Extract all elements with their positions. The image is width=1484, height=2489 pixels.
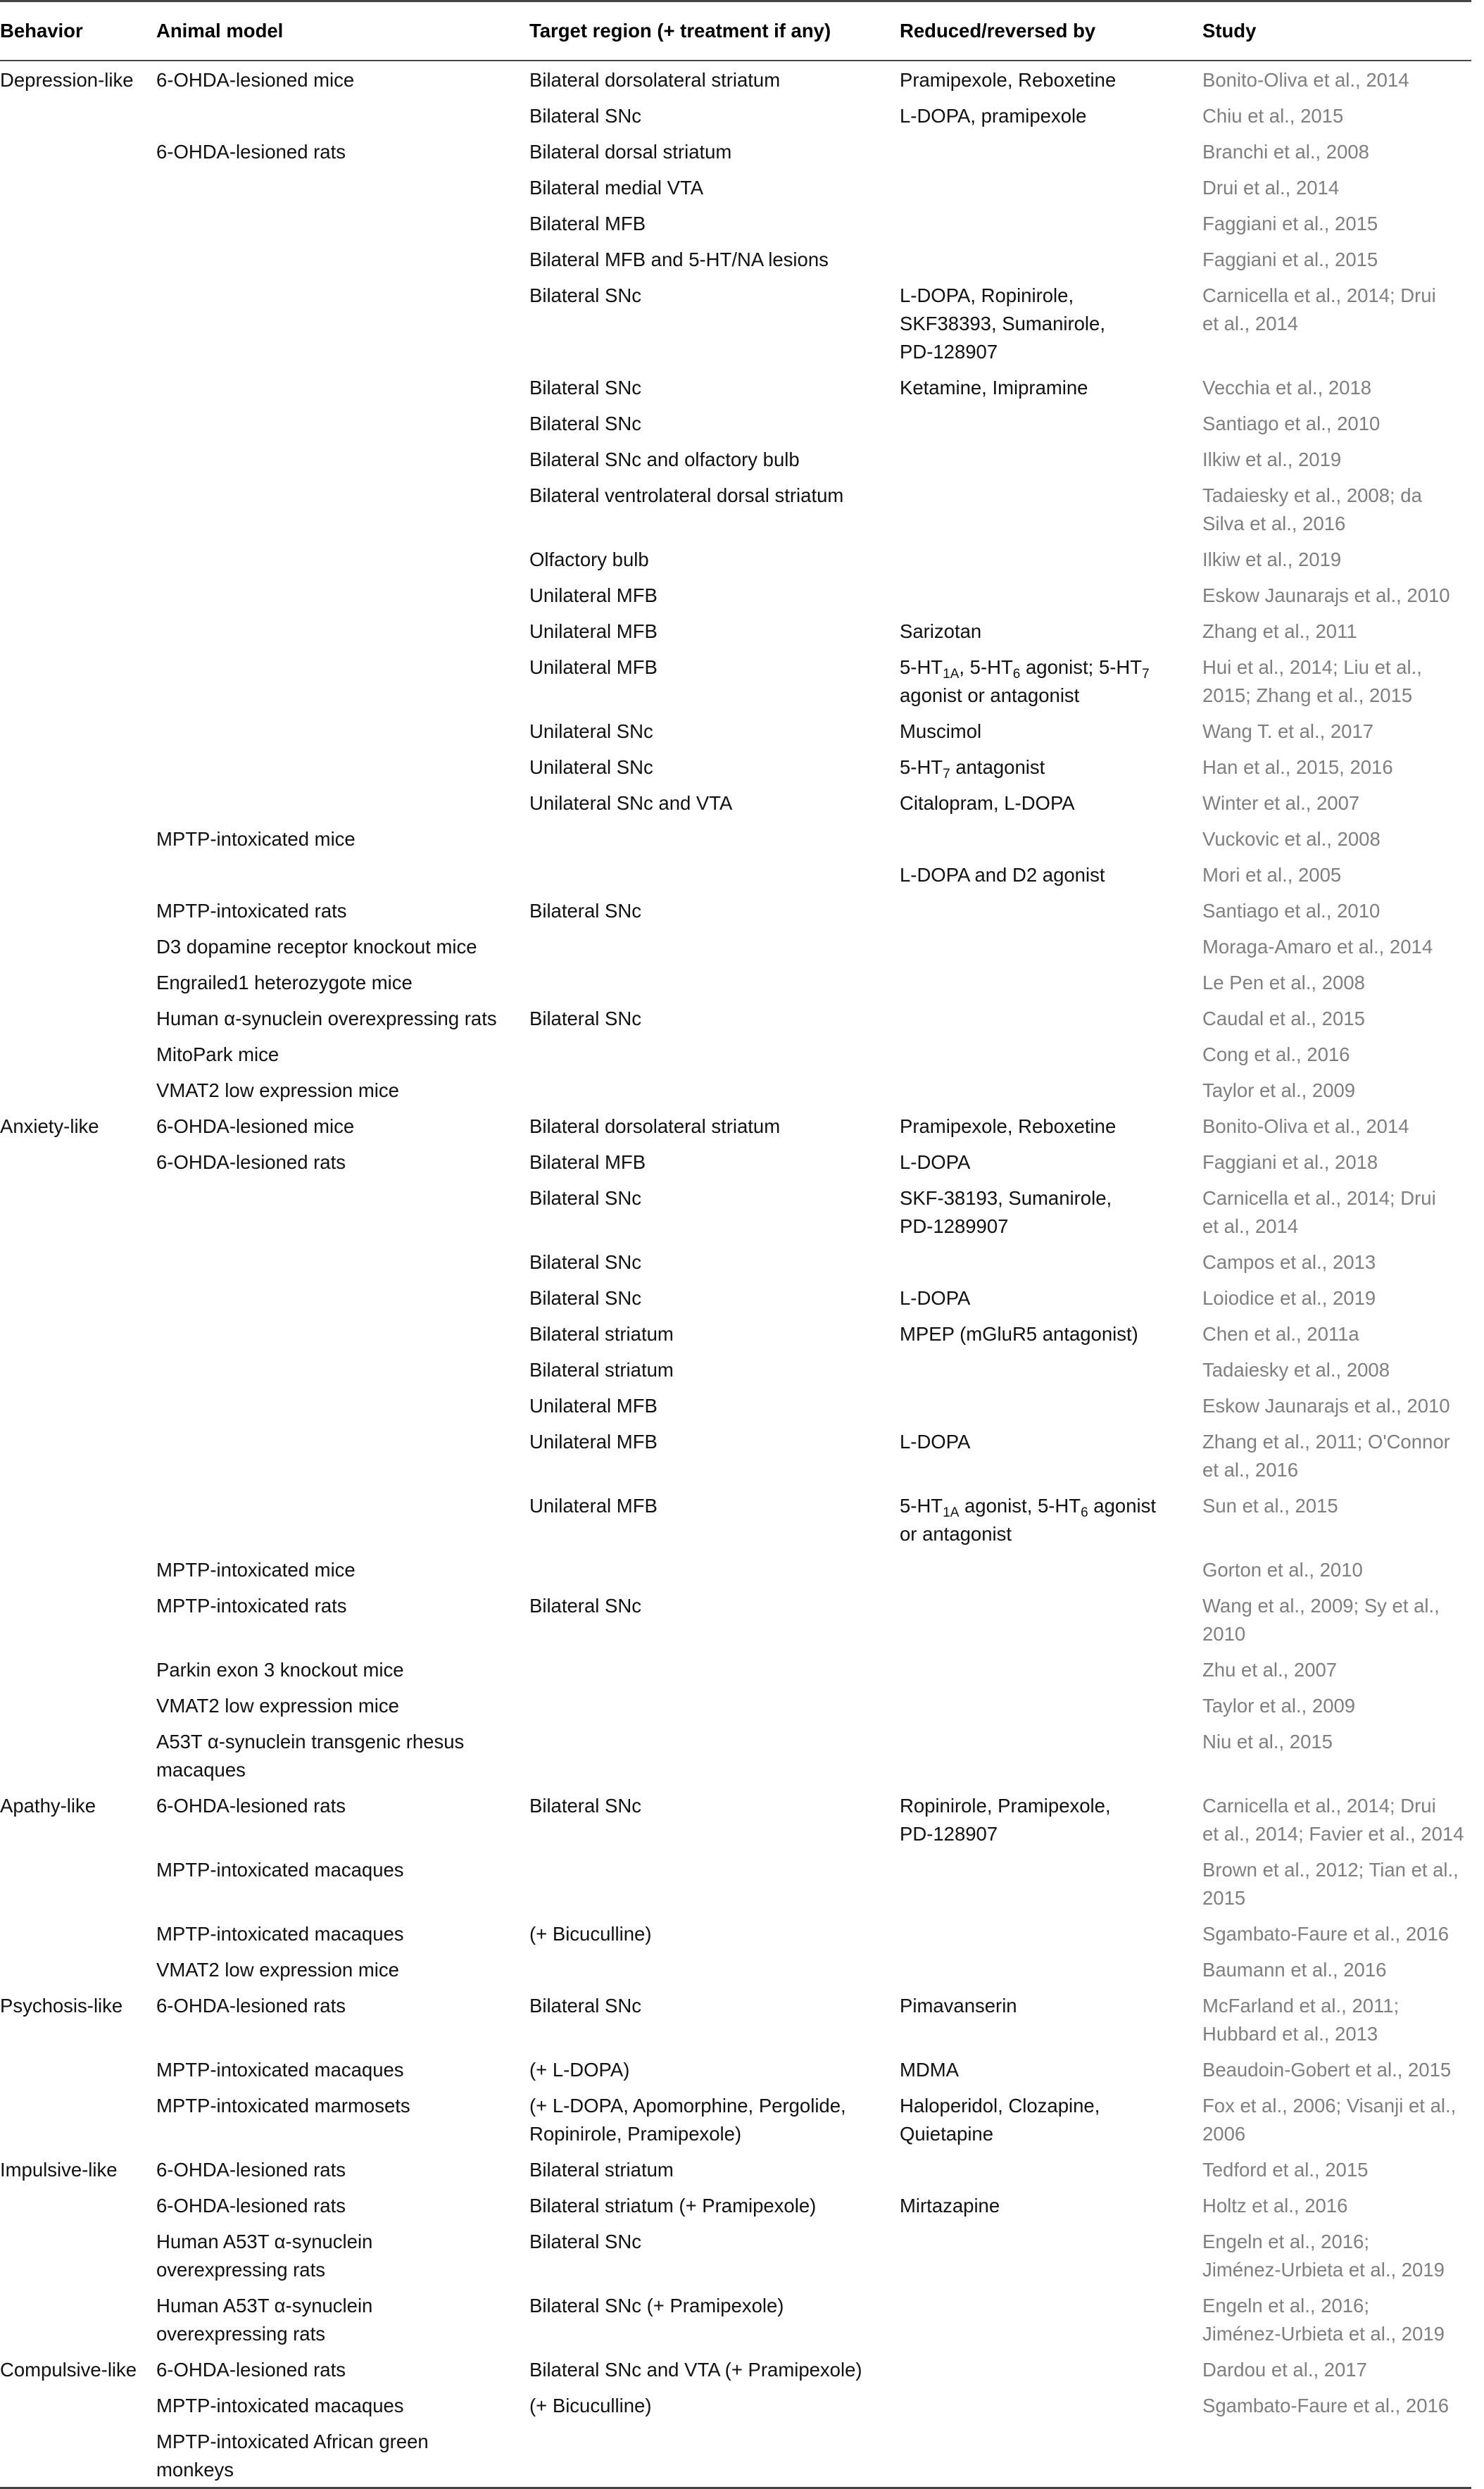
animal-model-cell: VMAT2 low expression mice: [156, 1959, 399, 1981]
study-cell: Faggiani et al., 2015: [1202, 249, 1378, 270]
table-row: [0, 1036, 1471, 1072]
reduced-by-cell: L-DOPA: [900, 1287, 971, 1309]
table-row: [0, 613, 1471, 648]
reduced-by-cell: Mirtazapine: [900, 2195, 1000, 2217]
behavior-cell: Compulsive-like: [0, 2359, 137, 2381]
target-region-cell: Bilateral striatum: [529, 1359, 674, 1381]
reduced-by-cell: SKF-38193, Sumanirole, PD-1289907: [900, 1187, 1112, 1237]
target-region-cell: Bilateral SNc: [529, 1795, 641, 1817]
study-cell: Beaudoin-Gobert et al., 2015: [1202, 2059, 1452, 2081]
study-cell: Moraga-Amaro et al., 2014: [1202, 936, 1433, 958]
study-cell: Tedford et al., 2015: [1202, 2159, 1369, 2181]
table-row: [0, 1687, 1471, 1723]
animal-model-cell: 6-OHDA-lesioned mice: [156, 1115, 355, 1137]
header-reduced-by: Reduced/reversed by: [900, 20, 1096, 42]
target-region-cell: Unilateral MFB: [529, 584, 658, 606]
study-cell: Carnicella et al., 2014; Drui et al., 2014: [1202, 1187, 1436, 1237]
target-region-cell: Bilateral SNc: [529, 2231, 641, 2252]
reduced-by-cell: Pimavanserin: [900, 1995, 1017, 2017]
target-region-cell: Unilateral MFB: [529, 1395, 658, 1417]
table-row: [0, 405, 1471, 441]
target-region-cell: Bilateral medial VTA: [529, 177, 704, 199]
animal-model-cell: 6-OHDA-lesioned rats: [156, 1995, 346, 2017]
table-row: [0, 1072, 1471, 1108]
study-cell: Le Pen et al., 2008: [1202, 972, 1365, 993]
target-region-cell: Bilateral SNc: [529, 1187, 641, 1209]
table-row: [0, 241, 1471, 277]
target-region-cell: Bilateral striatum: [529, 2159, 674, 2181]
animal-model-cell: 6-OHDA-lesioned rats: [156, 141, 346, 163]
study-cell: Santiago et al., 2010: [1202, 900, 1381, 922]
study-cell: Fox et al., 2006; Visanji et al., 2006: [1202, 2095, 1457, 2145]
table-row: [0, 1787, 1471, 1851]
study-cell: Hui et al., 2014; Liu et al., 2015; Zhang et al., 2015: [1202, 656, 1422, 706]
table-row: [0, 713, 1471, 748]
table-row: [0, 1987, 1471, 2051]
study-cell: Holtz et al., 2016: [1202, 2195, 1348, 2217]
target-region-cell: Bilateral dorsolateral striatum: [529, 69, 781, 91]
reduced-by-cell: Haloperidol, Clozapine, Quietapine: [900, 2095, 1100, 2145]
table-row: [0, 1587, 1471, 1651]
animal-model-cell: 6-OHDA-lesioned rats: [156, 1795, 346, 1817]
study-cell: Loiodice et al., 2019: [1202, 1287, 1376, 1309]
animal-model-cell: VMAT2 low expression mice: [156, 1695, 399, 1717]
study-cell: Bonito-Oliva et al., 2014: [1202, 69, 1409, 91]
target-region-cell: (+ Bicuculline): [529, 1923, 652, 1945]
behavior-cell: Psychosis-like: [0, 1995, 123, 2017]
table-row: [0, 441, 1471, 477]
study-cell: Han et al., 2015, 2016: [1202, 756, 1393, 778]
table-row: [0, 648, 1471, 713]
animal-model-cell: Human A53T α-synuclein overexpressing rats: [156, 2295, 373, 2345]
study-cell: Engeln et al., 2016; Jiménez-Urbieta et al., 2019: [1202, 2231, 1445, 2281]
table-row: [0, 1279, 1471, 1315]
reduced-by-cell: $5-HT_7$ antagonist: [900, 756, 1045, 782]
table-row: [0, 1651, 1471, 1687]
study-cell: Bonito-Oliva et al., 2014: [1202, 1115, 1409, 1137]
table-row: [0, 477, 1471, 541]
target-region-cell: Unilateral SNc and VTA: [529, 792, 733, 814]
study-cell: Ilkiw et al., 2019: [1202, 449, 1342, 470]
target-region-cell: Bilateral dorsolateral striatum: [529, 1115, 781, 1137]
table-row: [0, 748, 1471, 784]
study-cell: Zhang et al., 2011: [1202, 620, 1357, 642]
animal-model-cell: 6-OHDA-lesioned rats: [156, 2359, 346, 2381]
animal-model-cell: Human α-synuclein overexpressing rats: [156, 1008, 497, 1029]
table-row: [0, 964, 1471, 1000]
target-region-cell: (+ L-DOPA, Apomorphine, Pergolide, Ropinirole, Pramipexole): [529, 2095, 846, 2145]
table-row: [0, 577, 1471, 613]
study-cell: Carnicella et al., 2014; Drui et al., 2014: [1202, 284, 1436, 334]
study-cell: Sgambato-Faure et al., 2016: [1202, 2395, 1450, 2416]
study-cell: Eskow Jaunarajs et al., 2010: [1202, 584, 1450, 606]
table-row: [0, 856, 1471, 892]
study-cell: Winter et al., 2007: [1202, 792, 1360, 814]
reduced-by-cell: Muscimol: [900, 720, 982, 742]
table-header: [0, 0, 1471, 61]
study-cell: Cong et al., 2016: [1202, 1043, 1350, 1065]
target-region-cell: Unilateral MFB: [529, 656, 658, 678]
target-region-cell: Bilateral SNc and VTA (+ Pramipexole): [529, 2359, 862, 2381]
study-cell: Campos et al., 2013: [1202, 1251, 1376, 1273]
target-region-cell: Bilateral striatum (+ Pramipexole): [529, 2195, 817, 2217]
table-row: [0, 1243, 1471, 1279]
target-region-cell: Bilateral SNc (+ Pramipexole): [529, 2295, 784, 2316]
reduced-by-cell: Pramipexole, Reboxetine: [900, 1115, 1117, 1137]
reduced-by-cell: MDMA: [900, 2059, 960, 2081]
reduced-by-cell: L-DOPA and D2 agonist: [900, 864, 1105, 886]
animal-model-cell: VMAT2 low expression mice: [156, 1079, 399, 1101]
study-cell: Mori et al., 2005: [1202, 864, 1342, 886]
target-region-cell: Bilateral dorsal striatum: [529, 141, 732, 163]
study-cell: Baumann et al., 2016: [1202, 1959, 1387, 1981]
reduced-by-cell: L-DOPA: [900, 1431, 971, 1453]
study-cell: Niu et al., 2015: [1202, 1731, 1333, 1753]
table-row: [0, 2187, 1471, 2223]
animal-model-cell: MPTP-intoxicated African green monkeys: [156, 2431, 429, 2481]
table-row: [0, 1551, 1471, 1587]
table-row: [0, 2387, 1471, 2423]
table-row: [0, 1179, 1471, 1243]
study-cell: Faggiani et al., 2018: [1202, 1151, 1378, 1173]
animal-model-cell: D3 dopamine receptor knockout mice: [156, 936, 477, 958]
reduced-by-cell: Sarizotan: [900, 620, 982, 642]
study-cell: Faggiani et al., 2015: [1202, 213, 1378, 234]
header-study: Study: [1202, 20, 1257, 42]
study-cell: Sun et al., 2015: [1202, 1495, 1338, 1517]
table-row: [0, 1143, 1471, 1179]
target-region-cell: Unilateral SNc: [529, 720, 653, 742]
target-region-cell: Bilateral SNc: [529, 1251, 641, 1273]
table-row: [0, 2223, 1471, 2287]
study-cell: Chiu et al., 2015: [1202, 105, 1344, 127]
target-region-cell: Olfactory bulb: [529, 548, 649, 570]
target-region-cell: Bilateral SNc: [529, 284, 641, 306]
study-cell: Gorton et al., 2010: [1202, 1559, 1363, 1581]
table-row: [0, 277, 1471, 369]
target-region-cell: Unilateral SNc: [529, 756, 653, 778]
study-cell: Caudal et al., 2015: [1202, 1008, 1365, 1029]
animal-model-cell: A53T α-synuclein transgenic rhesus macaques: [156, 1731, 465, 1781]
target-region-cell: (+ Bicuculline): [529, 2395, 652, 2416]
animal-model-cell: MPTP-intoxicated rats: [156, 900, 347, 922]
animal-model-cell: Engrailed1 heterozygote mice: [156, 972, 413, 993]
target-region-cell: Bilateral SNc: [529, 1995, 641, 2017]
target-region-cell: Bilateral SNc: [529, 105, 641, 127]
table-row: [0, 1423, 1471, 1487]
animal-model-cell: 6-OHDA-lesioned rats: [156, 2195, 346, 2217]
table-row: [0, 369, 1471, 405]
table-row: [0, 541, 1471, 577]
reduced-by-cell: Ketamine, Imipramine: [900, 377, 1088, 399]
target-region-cell: Unilateral MFB: [529, 1431, 658, 1453]
table-row: [0, 2423, 1471, 2487]
table-row: [0, 892, 1471, 928]
study-cell: Tadaiesky et al., 2008; da Silva et al., 2016: [1202, 484, 1422, 534]
animal-model-cell: MitoPark mice: [156, 1043, 279, 1065]
target-region-cell: Unilateral MFB: [529, 620, 658, 642]
study-cell: Tadaiesky et al., 2008: [1202, 1359, 1390, 1381]
reduced-by-cell: L-DOPA: [900, 1151, 971, 1173]
table-row: [0, 928, 1471, 964]
study-cell: Ilkiw et al., 2019: [1202, 548, 1342, 570]
header-target-region: Target region (+ treatment if any): [529, 20, 831, 42]
table-row: [0, 2287, 1471, 2351]
study-cell: Wang T. et al., 2017: [1202, 720, 1374, 742]
study-cell: Carnicella et al., 2014; Drui et al., 2014; Favier et al., 2014: [1202, 1795, 1464, 1845]
table-row: [0, 97, 1471, 133]
table-row: [0, 169, 1471, 205]
table-row: [0, 133, 1471, 169]
study-cell: Drui et al., 2014: [1202, 177, 1340, 199]
target-region-cell: Bilateral striatum: [529, 1323, 674, 1345]
reduced-by-cell: L-DOPA, Ropinirole, SKF38393, Sumanirole, PD-128907: [900, 284, 1105, 363]
animal-model-cell: Human A53T α-synuclein overexpressing rats: [156, 2231, 373, 2281]
reduced-by-cell: MPEP (mGluR5 antagonist): [900, 1323, 1138, 1345]
target-region-cell: (+ L-DOPA): [529, 2059, 630, 2081]
reduced-by-cell: Ropinirole, Pramipexole, PD-128907: [900, 1795, 1111, 1845]
table-body: [0, 61, 1471, 2487]
table-row: [0, 1000, 1471, 1036]
reduced-by-cell: Pramipexole, Reboxetine: [900, 69, 1117, 91]
table-row: [0, 1315, 1471, 1351]
table-row: [0, 1387, 1471, 1423]
study-cell: Vuckovic et al., 2008: [1202, 828, 1381, 850]
target-region-cell: Unilateral MFB: [529, 1495, 658, 1517]
study-cell: Taylor et al., 2009: [1202, 1695, 1356, 1717]
study-cell: Branchi et al., 2008: [1202, 141, 1369, 163]
target-region-cell: Bilateral SNc: [529, 1008, 641, 1029]
target-region-cell: Bilateral MFB: [529, 1151, 646, 1173]
target-region-cell: Bilateral SNc: [529, 900, 641, 922]
study-cell: McFarland et al., 2011; Hubbard et al., 2013: [1202, 1995, 1400, 2045]
study-cell: Engeln et al., 2016; Jiménez-Urbieta et al., 2019: [1202, 2295, 1445, 2345]
animal-model-cell: 6-OHDA-lesioned rats: [156, 2159, 346, 2181]
study-cell: Sgambato-Faure et al., 2016: [1202, 1923, 1450, 1945]
study-cell: Zhu et al., 2007: [1202, 1659, 1338, 1681]
target-region-cell: Bilateral SNc: [529, 1287, 641, 1309]
animal-model-cell: MPTP-intoxicated macaques: [156, 2059, 404, 2081]
target-region-cell: Bilateral SNc and olfactory bulb: [529, 449, 800, 470]
animal-model-cell: MPTP-intoxicated mice: [156, 828, 356, 850]
animal-model-cell: MPTP-intoxicated macaques: [156, 1859, 404, 1881]
table-row: [0, 2351, 1471, 2387]
behavior-cell: Depression-like: [0, 69, 134, 91]
animal-model-cell: 6-OHDA-lesioned rats: [156, 1151, 346, 1173]
header-behavior: Behavior: [0, 20, 83, 42]
reduced-by-cell: Citalopram, L-DOPA: [900, 792, 1075, 814]
table-row: [0, 2087, 1471, 2151]
reduced-by-cell: $5-HT_{1A}$, $5-HT_6$ agonist; $5-HT_7$ agonist or antagonist: [900, 656, 1150, 706]
behavior-cell: Apathy-like: [0, 1795, 96, 1817]
target-region-cell: Bilateral MFB: [529, 213, 646, 234]
table-row: [0, 1951, 1471, 1987]
table-row: [0, 1915, 1471, 1951]
target-region-cell: Bilateral SNc: [529, 413, 641, 434]
target-region-cell: Bilateral MFB and 5-HT/NA lesions: [529, 249, 829, 270]
table-row: [0, 1487, 1471, 1551]
study-cell: Dardou et al., 2017: [1202, 2359, 1367, 2381]
table-row: [0, 1108, 1471, 1143]
behavior-cell: Anxiety-like: [0, 1115, 99, 1137]
table-row: [0, 1851, 1471, 1915]
study-cell: Eskow Jaunarajs et al., 2010: [1202, 1395, 1450, 1417]
study-cell: Wang et al., 2009; Sy et al., 2010: [1202, 1595, 1440, 1645]
table-row: [0, 2051, 1471, 2087]
table-row: [0, 1351, 1471, 1387]
target-region-cell: Bilateral SNc: [529, 1595, 641, 1617]
header-animal-model: Animal model: [156, 20, 284, 42]
table-row: [0, 1723, 1471, 1787]
behavior-cell: Impulsive-like: [0, 2159, 118, 2181]
study-cell: Vecchia et al., 2018: [1202, 377, 1372, 399]
animal-model-cell: MPTP-intoxicated marmosets: [156, 2095, 410, 2117]
target-region-cell: Bilateral SNc: [529, 377, 641, 399]
reduced-by-cell: $5-HT_{1A}$ agonist, $5-HT_6$ agonist or antagonist: [900, 1495, 1156, 1545]
study-cell: Zhang et al., 2011; O'Connor et al., 2016: [1202, 1431, 1450, 1481]
study-cell: Santiago et al., 2010: [1202, 413, 1381, 434]
table-row: [0, 784, 1471, 820]
reduced-by-cell: L-DOPA, pramipexole: [900, 105, 1087, 127]
animal-model-cell: MPTP-intoxicated rats: [156, 1595, 347, 1617]
study-cell: Chen et al., 2011a: [1202, 1323, 1359, 1345]
animal-model-cell: MPTP-intoxicated macaques: [156, 2395, 404, 2416]
animal-model-cell: MPTP-intoxicated macaques: [156, 1923, 404, 1945]
table-row: [0, 2151, 1471, 2187]
table-row: [0, 205, 1471, 241]
table-row: [0, 820, 1471, 856]
target-region-cell: Bilateral ventrolateral dorsal striatum: [529, 484, 844, 506]
table-row: [0, 61, 1471, 97]
animal-model-cell: Parkin exon 3 knockout mice: [156, 1659, 404, 1681]
animal-model-cell: MPTP-intoxicated mice: [156, 1559, 356, 1581]
animal-model-cell: 6-OHDA-lesioned mice: [156, 69, 355, 91]
study-cell: Brown et al., 2012; Tian et al., 2015: [1202, 1859, 1459, 1909]
study-cell: Taylor et al., 2009: [1202, 1079, 1356, 1101]
